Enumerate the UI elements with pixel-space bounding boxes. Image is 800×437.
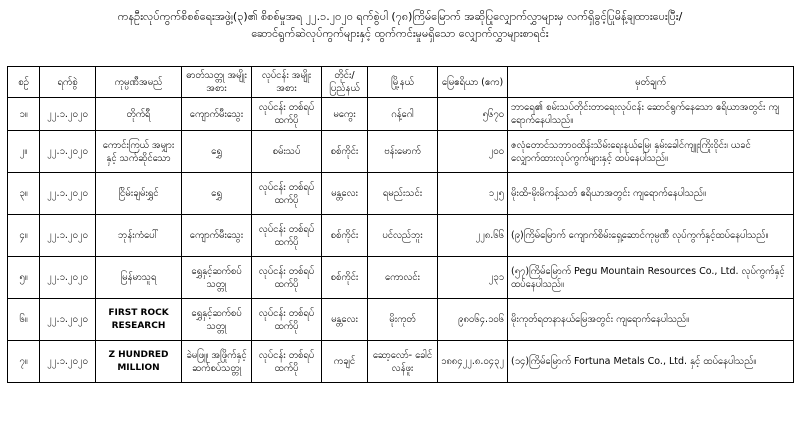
cell-mineral: ရွှေနှင့်ဆက်စပ် သတ္တု	[182, 299, 252, 341]
cell-no: ၅။	[8, 257, 40, 299]
col-header-no: စဉ်	[8, 67, 40, 98]
applications-table	[7, 66, 794, 383]
cell-township: ရမည်းသင်း	[368, 173, 438, 215]
cell-remark: ဇလုံတောင်သဘာဝထိန်းသိမ်းရေးနယ်မြေ၊ နှမ်းခေါင်ကျူးကြိုးဝိုင်း၊ ယခင် လျှောက်ထားလုပ်ကွက်များနှင့် ထပ်နေပါသည်။	[508, 131, 794, 173]
table-row	[8, 257, 794, 299]
cell-mineral: ရွှေနှင့်ဆက်စပ် သတ္တု	[182, 257, 252, 299]
cell-mineral: ကျောက်မီးသွေး	[182, 98, 252, 131]
cell-company: မြန်မာသူရ	[96, 257, 182, 299]
cell-township: ဗန်းမောက်	[368, 131, 438, 173]
cell-area: ၁၂၅	[438, 173, 508, 215]
cell-remark: (၅၇)ကြိမ်မြောက် Pegu Mountain Resources Co., Ltd. လုပ်ကွက်နှင့် ထပ်နေပါသည်။	[508, 257, 794, 299]
cell-area: ၂၀၀	[438, 131, 508, 173]
cell-mineral: ရွှေ	[182, 131, 252, 173]
col-header-region: တိုင်း/ ပြည်နယ်	[322, 67, 368, 98]
cell-company: ငြိမ်းချမ်းရွှင်	[96, 173, 182, 215]
cell-township: ကောလင်း	[368, 257, 438, 299]
cell-date: ၂၂.၁.၂၀၂၀	[40, 299, 96, 341]
cell-region: မန္တလေး	[322, 173, 368, 215]
col-header-mineral: ဓာတ်သတ္တု အမျိုးအစား	[182, 67, 252, 98]
cell-company: ဘုန်းကံပေါ်	[96, 215, 182, 257]
cell-date: ၂၂.၁.၂၀၂၀	[40, 257, 96, 299]
cell-township: ဂန့်ဂေါ	[368, 98, 438, 131]
cell-remark: (၁၄)ကြိမ်မြောက် Fortuna Metals Co., Ltd. နှင့် ထပ်နေပါသည်။	[508, 341, 794, 383]
cell-work-type: လုပ်ငန်း တစ်ရပ်ထက်ပို	[252, 341, 322, 383]
cell-work-type: စမ်းသပ်	[252, 131, 322, 173]
cell-mineral: ကျောက်မီးသွေး	[182, 215, 252, 257]
col-header-area: မြေဧရိယာ (ဧက)	[438, 67, 508, 98]
cell-area: ၅၆၇၀	[438, 98, 508, 131]
title-line-2: ဆောင်ရွက်ဆဲလုပ်ကွက်များနှင့် ထွက်ကင်းမှုမရှိသော လျှောက်လွှာများစာရင်း	[251, 27, 549, 40]
cell-work-type: လုပ်ငန်း တစ်ရပ်ထက်ပို	[252, 215, 322, 257]
cell-date: ၂၂.၁.၂၀၂၀	[40, 131, 96, 173]
cell-region: စစ်ကိုင်း	[322, 257, 368, 299]
cell-work-type: လုပ်ငန်း တစ်ရပ်ထက်ပို	[252, 299, 322, 341]
cell-work-type: လုပ်ငန်း တစ်ရပ်ထက်ပို	[252, 98, 322, 131]
table-row	[8, 215, 794, 257]
cell-no: ၇။	[8, 341, 40, 383]
cell-township: ပင်လည်ဘူး	[368, 215, 438, 257]
cell-work-type: လုပ်ငန်း တစ်ရပ်ထက်ပို	[252, 257, 322, 299]
table-row	[8, 131, 794, 173]
cell-company: FIRST ROCK RESEARCH	[96, 299, 182, 341]
col-header-date: ရက်စွဲ	[40, 67, 96, 98]
cell-no: ၂။	[8, 131, 40, 173]
cell-region: စစ်ကိုင်း	[322, 215, 368, 257]
cell-date: ၂၂.၁.၂၀၂၀	[40, 173, 96, 215]
cell-company: Z HUNDRED MILLION	[96, 341, 182, 383]
cell-area: ၂၂၈.၆၆	[438, 215, 508, 257]
cell-region: စစ်ကိုင်း	[322, 131, 368, 173]
cell-no: ၆။	[8, 299, 40, 341]
cell-no: ၄။	[8, 215, 40, 257]
table-body	[8, 98, 794, 383]
cell-remark: မိုးကုတ်ရတနာနယ်မြေအတွင်း ကျရောက်နေပါသည်။	[508, 299, 794, 341]
cell-area: ၂၃၁	[438, 257, 508, 299]
cell-work-type: လုပ်ငန်း တစ်ရပ်ထက်ပို	[252, 173, 322, 215]
cell-date: ၂၂.၁.၂၀၂၀	[40, 98, 96, 131]
cell-region: မကွေး	[322, 98, 368, 131]
col-header-township: မြို့နယ်	[368, 67, 438, 98]
table-row	[8, 173, 794, 215]
cell-region: ကချင်	[322, 341, 368, 383]
cell-remark: မိုးထိ-မိုးမိကန့်သတ် ဧရိယာအတွင်း ကျရောက်နေပါသည်။	[508, 173, 794, 215]
cell-date: ၂၂.၁.၂၀၂၀	[40, 215, 96, 257]
cell-mineral: ခဲမဖြူ၊ အဖြိုက်နှင့် ဆက်စပ်သတ္တု	[182, 341, 252, 383]
cell-remark: (၉)ကြိမ်မြောက် ကျောက်စိမ်းရှေ့ဆောင်ကုမ္ပဏီ လုပ်ကွက်နှင့်ထပ်နေပါသည်။	[508, 215, 794, 257]
cell-township: ဆော့လော်- ခေါင်လန်ဖူး	[368, 341, 438, 383]
table-row	[8, 299, 794, 341]
cell-no: ၁။	[8, 98, 40, 131]
cell-region: မန္တလေး	[322, 299, 368, 341]
title-line-1: ကနဦးလုပ်ကွက်စိစစ်ရေးအဖွဲ့၊(၃)၏ စိစစ်မှုအရ ၂၂.၁.၂၀၂၀ ရက်စွဲပါ (၇၈)ကြိမ်မြောက် အဆိုပြုလျှောက်လွှာများမှ လက်ရှိခွင့်ပြုမိန့်ချထားပေးပြီး/	[117, 10, 683, 23]
cell-mineral: ရွှေ	[182, 173, 252, 215]
cell-township: မိုးကုတ်	[368, 299, 438, 341]
cell-area: ၉၈၀၆၄.၁၀၆	[438, 299, 508, 341]
cell-company: တိုက်ရီ	[96, 98, 182, 131]
cell-company: ကောင်းကြယ် အမျှားနှင့် သက်ဆိုင်သော	[96, 131, 182, 173]
table-header-row	[8, 67, 794, 98]
col-header-remark: မှတ်ချက်	[508, 67, 794, 98]
col-header-work-type: လုပ်ငန်း အမျိုးအစား	[252, 67, 322, 98]
table-row	[8, 98, 794, 131]
table-row	[8, 341, 794, 383]
cell-area: ၁၈၈၄၂၂.၈.၀၄၃၂	[438, 341, 508, 383]
cell-no: ၃။	[8, 173, 40, 215]
col-header-company: ကုမ္ပဏီအမည်	[96, 67, 182, 98]
cell-remark: ဘာရေ၏ စမ်းသပ်တိုင်းတာရေးလုပ်ငန်း ဆောင်ရွက်နေသော ဧရိယာအတွင်း ကျရောက်နေပါသည်။	[508, 98, 794, 131]
cell-date: ၂၂.၁.၂၀၂၀	[40, 341, 96, 383]
document-title	[0, 0, 800, 42]
